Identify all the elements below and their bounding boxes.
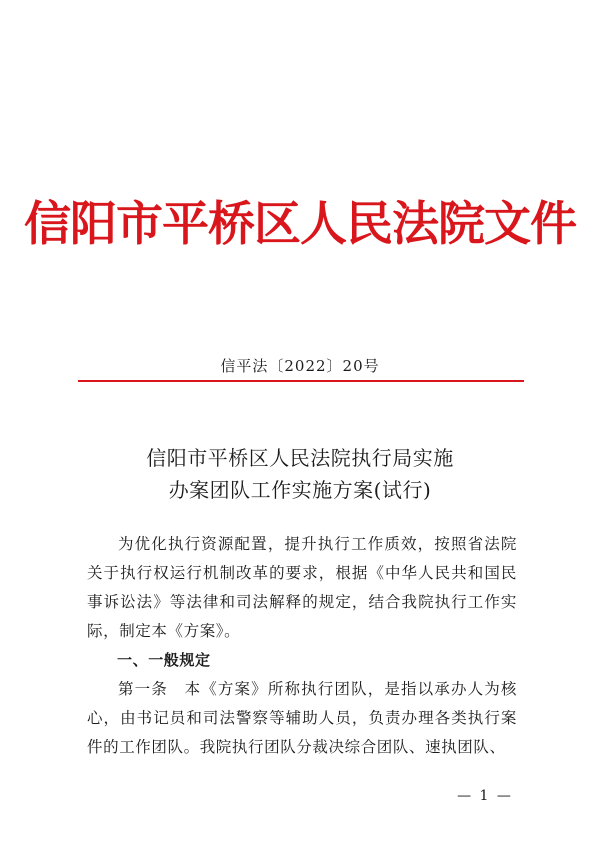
article-1-paragraph: 第一条 本《方案》所称执行团队，是指以承办人为核心，由书记员和司法警察等辅助人员，负责办理各类执行案件的工作团队。我院执行团队分裁决综合团队、速执团队、 xyxy=(87,680,517,756)
document-title-line-1: 信阳市平桥区人民法院执行局实施 xyxy=(146,446,454,470)
intro-paragraph: 为优化执行资源配置，提升执行工作质效，按照省法院关于执行权运行机制改革的要求，根据《中华人民共和国民事诉讼法》等法律和司法解释的规定，结合我院执行工作实际，制定本《方案》。 xyxy=(87,535,517,640)
issuing-authority-title: 信阳市平桥区人民法院文件 xyxy=(24,197,576,252)
section-heading-general-provisions: 一、一般规定 xyxy=(117,651,211,669)
document-title-line-2: 办案团队工作实施方案(试行) xyxy=(168,478,432,502)
document-body xyxy=(87,530,517,762)
page-number: — 1 — xyxy=(457,788,513,804)
red-divider-line xyxy=(78,380,524,382)
document-title xyxy=(0,442,600,506)
document-number: 信平法〔2022〕20号 xyxy=(220,357,380,375)
